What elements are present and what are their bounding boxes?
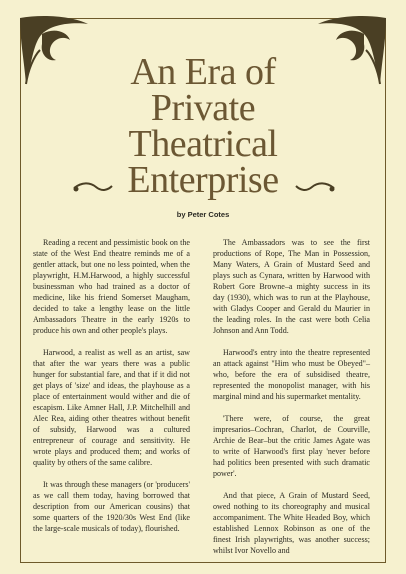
title-swash-icon — [294, 180, 336, 194]
byline: by Peter Cotes — [176, 210, 230, 219]
title-line: An Era of — [130, 51, 276, 93]
paragraph: 'There were, of course, the great impresarios–Cochran, Charlot, de Courville, Archie de Bear–but the critic James Agate was to write of Harwood's first play 'never before had politics been presented with such dramatic power'. — [213, 414, 370, 478]
left-column — [33, 237, 190, 545]
article-title — [0, 51, 406, 201]
title-swash-icon — [72, 180, 114, 194]
paragraph: And that piece, A Grain of Mustard Seed, owed nothing to its choreography and musical accompaniment. The White Headed Boy, which established Lennox Robinson as one of the finest Irish playwrights, was another success; whilst Ivor Novello and — [213, 491, 370, 555]
paragraph: Reading a recent and pessimistic book on the state of the West End theatre reminds me of a gentler attack, but one no less pointed, when the playwright, H.M.Harwood, a highly successful businessman who had trained as a doctor of medicine, like his friend Somerset Maugham, decided to take a lengthy lease on the little Ambassadors Theatre in the early 1920s to produce his own and other people's plays. — [33, 238, 190, 335]
title-line: Theatrical — [128, 123, 278, 165]
paragraph: Harwood, a realist as well as an artist, saw that after the war years there was a public hunger for substantial fare, and that if it did not get plays of 'size' and ideas, the playhouse as a place of entertainment would wither and die of escapism. Like Amner Hall, J.P. Mitchelhill and Alec Rea, aiding other theatres without benefit of subsidy, Harwood was a cultured entrepreneur of courage and sensitivity. He wrote plays and produced them; and works of quality by others of the same calibre. — [33, 348, 190, 467]
title-line: Enterprise — [127, 159, 279, 201]
right-column — [213, 237, 370, 567]
paragraph: Harwood's entry into the theatre represented an attack against "Him who must be Obeyed"–who, before the era of subsidised theatre, represented the monopolist manager, with his marginal mind and his supermarket mentality. — [213, 348, 370, 401]
paragraph: It was through these managers (or 'producers' as we call them today, having borrowed that description from our American cousins) that some quarters of the 1920/30s West End (like the large-scale musicals of today), flourished. — [33, 480, 190, 533]
title-line: Private — [150, 87, 256, 129]
paragraph: The Ambassadors was to see the first productions of Rope, The Man in Possession, Many Waters, A Grain of Mustard Seed and plays such as Cynara, written by Harwood with Robert Gore Browne–a mighty success in its day (1930), which was to run at the Playhouse, with Gladys Cooper and Gerald du Maurier in the leading roles. In the cast were both Celia Johnson and Ann Todd. — [213, 238, 370, 335]
